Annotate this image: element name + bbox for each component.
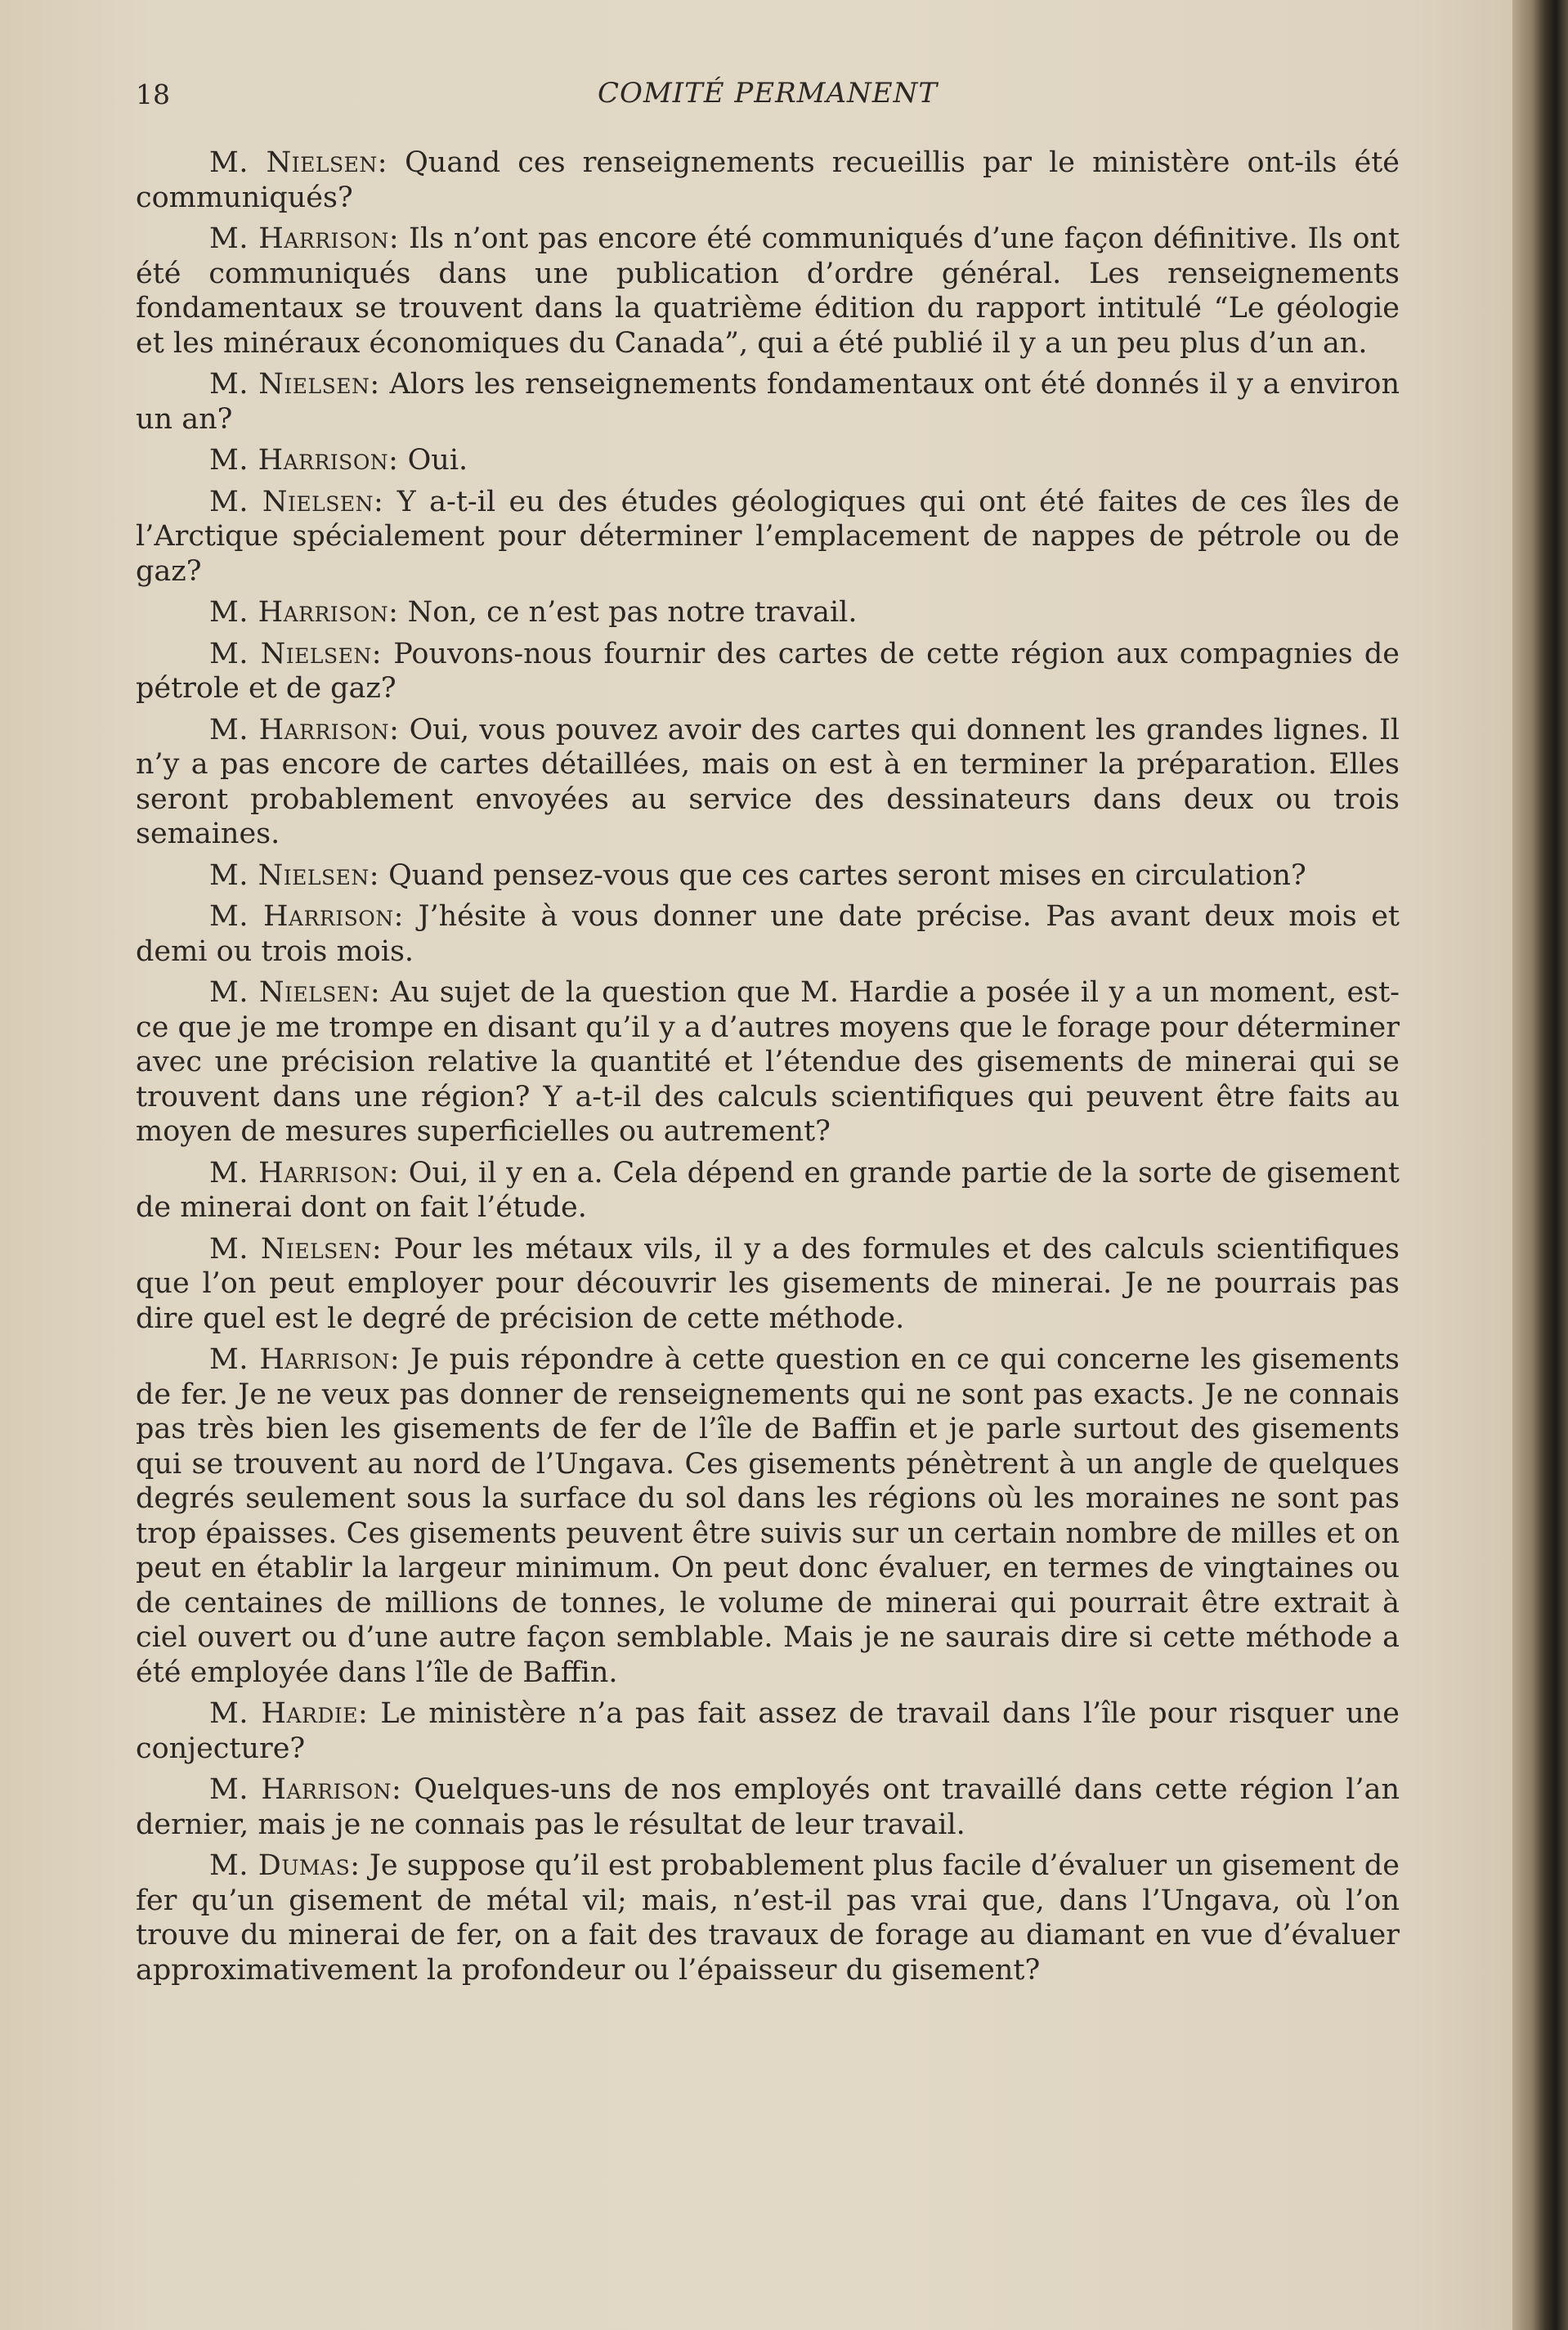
- paragraph-text: Non, ce n’est pas notre travail.: [398, 596, 858, 629]
- paragraph: [136, 1156, 1400, 1225]
- speaker-name: M. Harrison:: [209, 222, 400, 255]
- paragraph-text: Au sujet de la question que M. Hardie a posée il y a un moment, est-ce que je me trompe en disant qu’il y a d’autres moyens que le forage pour déterminer avec une précision relative la quantité et l’étendue des gisements de minerai qui se trouvent dans une région? Y a-t-il des calculs scientifiques qui peuvent être faits au moyen de mesures superficielles ou autrement?: [136, 976, 1400, 1148]
- paragraph-text: Pouvons-nous fournir des cartes de cette région aux compagnies de pétrole et de gaz?: [136, 637, 1400, 705]
- speaker-name: M. Dumas:: [209, 1849, 361, 1882]
- speaker-name: M. Nielsen:: [209, 485, 384, 518]
- speaker-name: M. Harrison:: [209, 1343, 401, 1376]
- paragraph-text: Y a-t-il eu des études géologiques qui ont été faites de ces îles de l’Arctique spécialement pour déterminer l’emplacement de nappes de pétrole ou de gaz?: [136, 485, 1400, 588]
- page-header: [136, 74, 1400, 114]
- paragraph: [136, 1696, 1400, 1766]
- speaker-name: M. Nielsen:: [209, 146, 388, 179]
- paragraph-text: Oui, vous pouvez avoir des cartes qui donnent les grandes lignes. Il n’y a pas encore de cartes détaillées, mais on est à en terminer la préparation. Elles seront probablement envoyées au service des dessinateurs dans deux ou trois semaines.: [136, 713, 1400, 850]
- paragraph: [136, 713, 1400, 852]
- speaker-name: M. Nielsen:: [209, 1232, 383, 1266]
- speaker-name: M. Nielsen:: [209, 368, 380, 401]
- speaker-name: M. Nielsen:: [209, 976, 381, 1009]
- speaker-name: M. Nielsen:: [209, 637, 383, 670]
- paragraph-text: Le ministère n’a pas fait assez de travail dans l’île pour risquer une conjecture?: [136, 1697, 1400, 1765]
- paragraph: [136, 975, 1400, 1149]
- paragraph-text: Oui, il y en a. Cela dépend en grande partie de la sorte de gisement de minerai dont on fait l’étude.: [136, 1156, 1400, 1224]
- transcript-body: [136, 146, 1400, 1994]
- speaker-name: M. Harrison:: [209, 444, 399, 477]
- paragraph: [136, 222, 1400, 361]
- speaker-name: M. Harrison:: [209, 596, 399, 629]
- speaker-name: M. Harrison:: [209, 1773, 402, 1806]
- paragraph-text: Quand pensez-vous que ces cartes seront mises en circulation?: [379, 858, 1306, 892]
- book-binding-edge: [1512, 0, 1568, 2330]
- speaker-name: M. Nielsen:: [209, 858, 379, 892]
- paragraph-text: J’hésite à vous donner une date précise. Pas avant deux mois et demi ou trois mois.: [136, 900, 1400, 968]
- paragraph: [136, 1232, 1400, 1337]
- speaker-name: M. Hardie:: [209, 1697, 369, 1730]
- speaker-name: M. Harrison:: [209, 713, 400, 746]
- speaker-name: M. Harrison:: [209, 1156, 400, 1190]
- paragraph-text: Alors les renseignements fondamentaux ont été donnés il y a environ un an?: [136, 368, 1400, 436]
- paragraph: [136, 146, 1400, 215]
- paragraph: [136, 595, 1400, 630]
- page-number: 18: [136, 78, 170, 110]
- paragraph: [136, 637, 1400, 706]
- running-title: COMITÉ PERMANENT: [597, 77, 939, 110]
- paragraph-text: Quelques-uns de nos employés ont travaillé dans cette région l’an dernier, mais je ne connais pas le résultat de leur travail.: [136, 1773, 1400, 1841]
- paragraph: [136, 443, 1400, 478]
- paragraph-text: Ils n’ont pas encore été communiqués d’une façon définitive. Ils ont été communiqués dans une publication d’ordre général. Les renseignements fondamentaux se trouvent dans la quatrième édition du rapport intitulé “Le géologie et les minéraux économiques du Canada”, qui a été publié il y a un peu plus d’un an.: [136, 222, 1400, 360]
- paragraph-text: Oui.: [398, 444, 468, 477]
- paragraph: [136, 367, 1400, 437]
- speaker-name: M. Harrison:: [209, 900, 404, 933]
- paragraph: [136, 1342, 1400, 1690]
- paragraph: [136, 1848, 1400, 1987]
- paragraph-text: Je suppose qu’il est probablement plus facile d’évaluer un gisement de fer qu’un gisement de métal vil; mais, n’est-il pas vrai que, dans l’Ungava, où l’on trouve du minerai de fer, on a fait des travaux de forage au diamant en vue d’évaluer approximativement la profondeur ou l’épaisseur du gisement?: [136, 1849, 1400, 1987]
- paragraph-text: Pour les métaux vils, il y a des formules et des calculs scientifiques que l’on peut employer pour découvrir les gisements de minerai. Je ne pourrais pas dire quel est le degré de précision de cette méthode.: [136, 1232, 1400, 1335]
- paragraph: [136, 485, 1400, 589]
- paragraph-text: Je puis répondre à cette question en ce qui concerne les gisements de fer. Je ne veux pas donner de renseignements qui ne sont pas exacts. Je ne connais pas très bien les gisements de fer de l’île de Baffin et je parle surtout des gisements qui se trouvent au nord de l’Ungava. Ces gisements pénètrent à un angle de quelques degrés seulement sous la surface du sol dans les régions où les moraines ne sont pas trop épaisses. Ces gisements peuvent être suivis sur un certain nombre de milles et on peut en établir la largeur minimum. On peut donc évaluer, en termes de vingtaines ou de centaines de millions de tonnes, le volume de minerai qui pourrait être extrait à ciel ouvert ou d’une autre façon semblable. Mais je ne saurais dire si cette méthode a été employée dans l’île de Baffin.: [136, 1343, 1400, 1689]
- paragraph: [136, 1772, 1400, 1842]
- paragraph: [136, 899, 1400, 969]
- paragraph-text: Quand ces renseignements recueillis par le ministère ont-ils été communiqués?: [136, 146, 1400, 214]
- paragraph: [136, 858, 1400, 894]
